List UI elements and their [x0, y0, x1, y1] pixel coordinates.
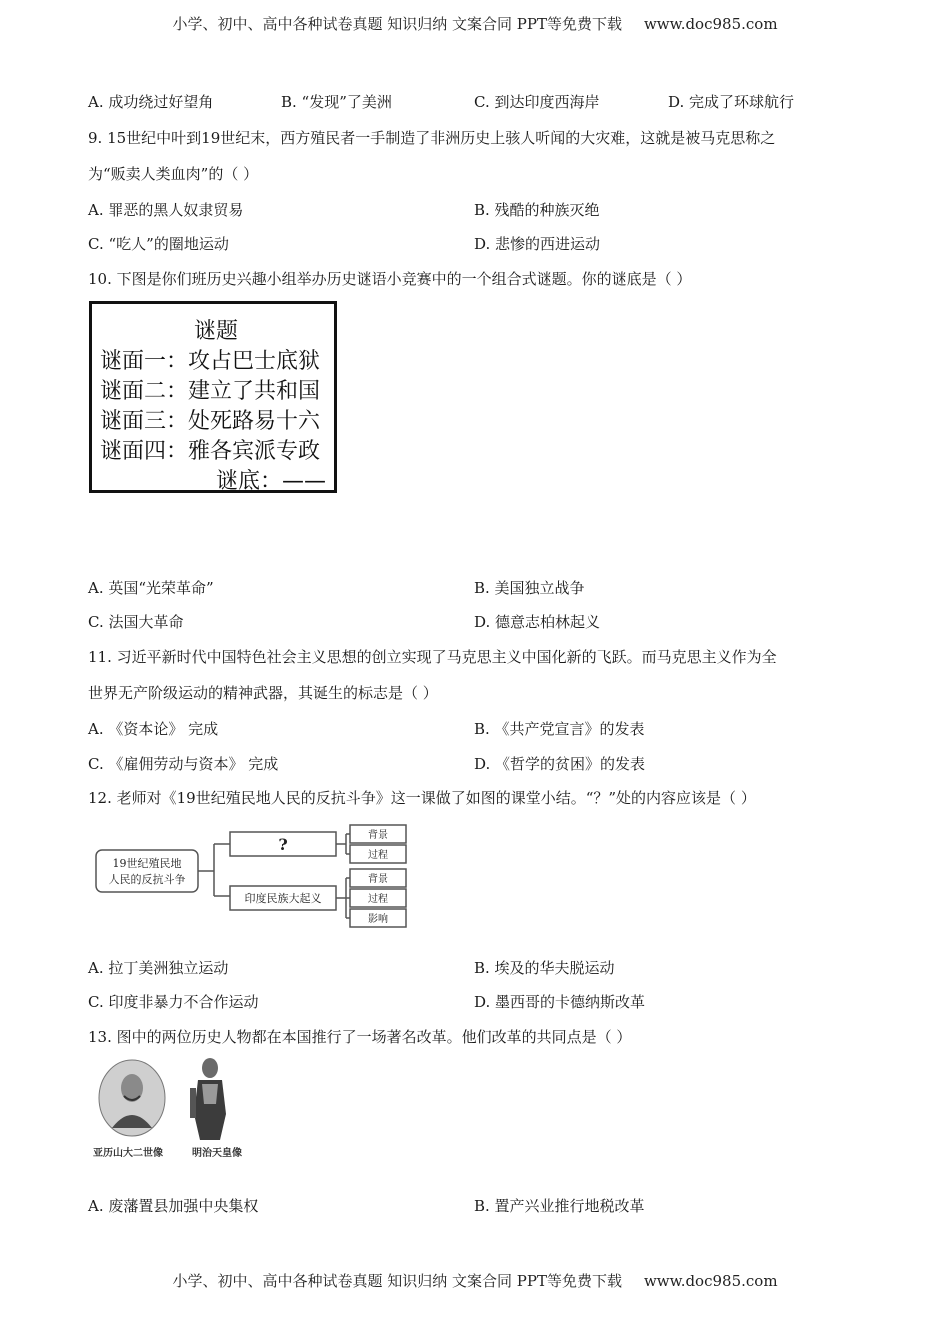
- q12-option-d: D. 墨西哥的卡德纳斯改革: [474, 993, 646, 1011]
- q13-stem: 13. 图中的两位历史人物都在本国推行了一场著名改革。他们改革的共同点是（ ）: [88, 1028, 632, 1046]
- riddle-line-4: 谜面四：雅各宾派专政: [100, 439, 321, 464]
- diagram-lower-connector: [336, 878, 350, 918]
- q9-option-d: D. 悲惨的西进运动: [474, 235, 601, 253]
- header-site[interactable]: www.doc985.com: [643, 15, 778, 33]
- q9-stem-line2: 为“贩卖人类血肉”的（ ）: [88, 165, 259, 183]
- q9-option-b: B. 残酷的种族灭绝: [474, 201, 600, 219]
- page-footer: [0, 1270, 950, 1291]
- q11-option-b: B. 《共产党宣言》的发表: [474, 720, 645, 738]
- diagram-root-connector: [198, 844, 230, 896]
- summary-diagram: [94, 820, 414, 936]
- q11-option-a: A. 《资本论》 完成: [88, 720, 219, 738]
- footer-text: 小学、初中、高中各种试卷真题 知识归纳 文案合同 PPT等免费下载: [172, 1272, 622, 1290]
- diagram-root-line2: 人民的反抗斗争: [108, 873, 186, 886]
- q12-stem: 12. 老师对《19世纪殖民地人民的反抗斗争》这一课做了如图的课堂小结。“？”处的内容应该是（ ）: [88, 789, 756, 807]
- diagram-lower-child-3: 影响: [368, 914, 388, 925]
- portrait-meiji: [180, 1054, 240, 1146]
- q10-option-c: C. 法国大革命: [88, 613, 184, 631]
- q11-stem-line1: 11. 习近平新时代中国特色社会主义思想的创立实现了马克思主义中国化新的飞跃。而马克思主义作为全: [88, 648, 777, 666]
- diagram-upper-child-2: 过程: [368, 850, 388, 861]
- q10-stem: 10. 下图是你们班历史兴趣小组举办历史谜语小竞赛中的一个组合式谜题。你的谜底是（ ）: [88, 270, 692, 288]
- q13-option-a: A. 废藩置县加强中央集权: [88, 1197, 259, 1215]
- riddle-title: 谜题: [194, 319, 239, 344]
- diagram-root-line1: 19世纪殖民地: [112, 857, 182, 870]
- diagram-lower-child-2: 过程: [368, 894, 388, 905]
- q8-option-a: A. 成功绕过好望角: [88, 93, 214, 111]
- diagram-lower-title: 印度民族大起义: [244, 892, 322, 905]
- q8-option-b: B. “发现”了美洲: [281, 93, 392, 111]
- header-text: 小学、初中、高中各种试卷真题 知识归纳 文案合同 PPT等免费下载: [172, 15, 622, 33]
- q11-stem-line2: 世界无产阶级运动的精神武器，其诞生的标志是（ ）: [88, 684, 438, 702]
- diagram-upper-connector: [336, 834, 350, 854]
- caption-meiji: 明治天皇像: [192, 1148, 242, 1159]
- footer-site[interactable]: www.doc985.com: [643, 1272, 778, 1290]
- q10-option-d: D. 德意志柏林起义: [474, 613, 601, 631]
- q9-option-a: A. 罪恶的黑人奴隶贸易: [88, 201, 244, 219]
- q11-option-c: C. 《雇佣劳动与资本》 完成: [88, 755, 279, 773]
- q10-option-a: A. 英国“光荣革命”: [88, 579, 214, 597]
- diagram-unknown: ?: [278, 835, 288, 854]
- q12-option-c: C. 印度非暴力不合作运动: [88, 993, 259, 1011]
- q12-option-a: A. 拉丁美洲独立运动: [88, 959, 229, 977]
- portrait-alexander-ii: [96, 1058, 168, 1146]
- q10-option-b: B. 美国独立战争: [474, 579, 585, 597]
- q9-stem-line1: 9. 15世纪中叶到19世纪末，西方殖民者一手制造了非洲历史上骇人听闻的大灾难，这就是被马克思称之: [88, 129, 776, 147]
- q13-option-b: B. 置产兴业推行地税改革: [474, 1197, 645, 1215]
- caption-alexander-ii: 亚历山大二世像: [93, 1148, 163, 1159]
- riddle-line-1: 谜面一：攻占巴士底狱: [100, 349, 321, 374]
- page-header: [0, 13, 950, 34]
- riddle-line-3: 谜面三：处死路易十六: [100, 409, 321, 434]
- q8-option-c: C. 到达印度西海岸: [474, 93, 600, 111]
- q11-option-d: D. 《哲学的贫困》的发表: [474, 755, 646, 773]
- riddle-answer: 谜底：——: [216, 469, 327, 494]
- q9-option-c: C. “吃人”的圈地运动: [88, 235, 229, 253]
- q12-option-b: B. 埃及的华夫脱运动: [474, 959, 615, 977]
- diagram-lower-child-1: 背景: [368, 874, 388, 885]
- riddle-line-2: 谜面二：建立了共和国: [100, 379, 321, 404]
- q8-option-d: D. 完成了环球航行: [668, 93, 795, 111]
- riddle-box: [89, 301, 337, 493]
- diagram-upper-child-1: 背景: [368, 830, 388, 841]
